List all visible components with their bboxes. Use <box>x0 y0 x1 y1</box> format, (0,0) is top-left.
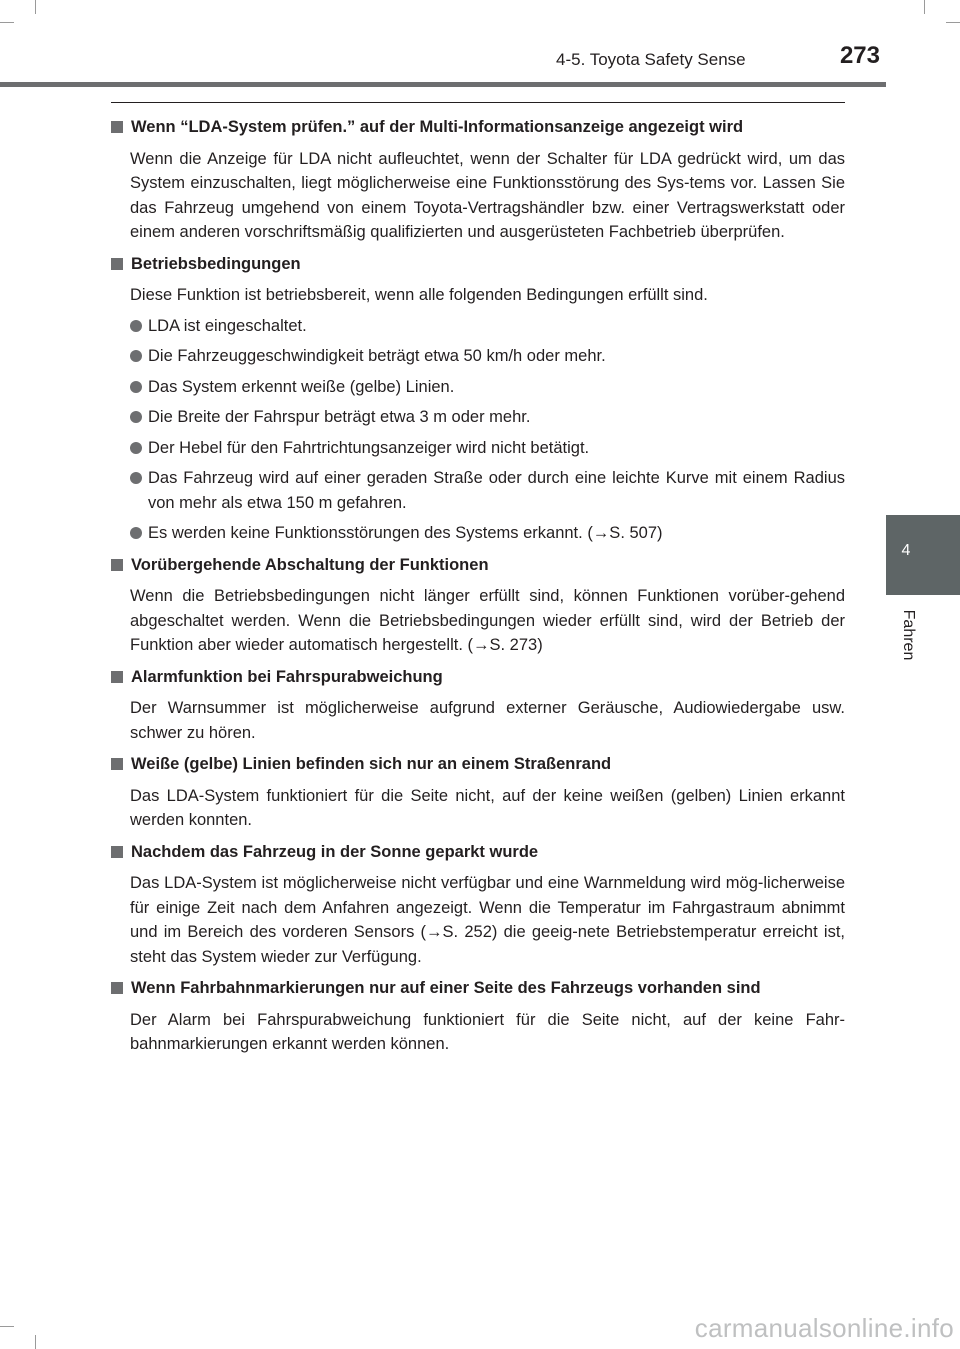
square-bullet-icon <box>111 671 123 683</box>
section-text: Wenn die Anzeige für LDA nicht aufleuchtet, wenn der Schalter für LDA gedrückt wird, um das System einzuschalten, liegt möglicherweise eine Funktionsstörung des Sys-tems vor. Lassen Sie das Fahrzeug umgehend von einem Toyota-Vertragshändler bzw. einer Vertragswerkstatt oder einem anderen vorschriftsmäßig qualifizierten und ausgerüsteten Fachbetrieb überprüfen. <box>130 149 845 241</box>
list-item-text: Das System erkennt weiße (gelbe) Linien. <box>148 377 455 396</box>
square-bullet-icon <box>111 559 123 571</box>
section-heading <box>111 752 845 777</box>
chapter-tab <box>886 515 960 595</box>
crop-mark <box>0 22 14 23</box>
list-item <box>130 405 845 430</box>
page-content <box>111 115 845 1064</box>
round-bullet-icon <box>130 527 142 539</box>
section-heading <box>111 840 845 865</box>
round-bullet-icon <box>130 411 142 423</box>
section-parked-in-sun <box>111 840 845 970</box>
page-number: 273 <box>839 42 880 69</box>
list-item <box>130 521 845 546</box>
section-lda-check <box>111 115 845 245</box>
section-heading <box>111 665 845 690</box>
round-bullet-icon <box>130 472 142 484</box>
list-item <box>130 436 845 461</box>
section-lines-one-edge <box>111 752 845 833</box>
list-item-text: Die Breite der Fahrspur beträgt etwa 3 m oder mehr. <box>148 408 531 426</box>
round-bullet-icon <box>130 350 142 362</box>
section-text: Das LDA-System funktioniert für die Seite nicht, auf der keine weißen (gelben) Linien erkannt werden konnten. <box>130 786 845 829</box>
section-text: Wenn die Betriebsbedingungen nicht länger erfüllt sind, können Funktionen vorüber-gehend abgeschaltet werden. Wenn die Betriebsbedingungen wieder erfüllt sind, wird der Betrieb der Funktion aber wieder automatisch hergestellt. (→S. 273) <box>130 587 845 654</box>
section-heading <box>111 252 845 277</box>
chapter-label <box>895 605 921 665</box>
square-bullet-icon <box>111 258 123 270</box>
crop-mark <box>35 0 36 14</box>
section-heading-text: Betriebsbedingungen <box>131 254 301 273</box>
list-item <box>130 375 845 400</box>
crop-mark <box>0 1326 14 1327</box>
running-header: 4-5. Toyota Safety Sense <box>556 50 746 69</box>
section-heading-text: Wenn Fahrbahnmarkierungen nur auf einer Seite des Fahrzeugs vorhanden sind <box>131 979 761 997</box>
list-item-text: Die Fahrzeuggeschwindigkeit beträgt etwa 50 km/h oder mehr. <box>148 347 606 365</box>
round-bullet-icon <box>130 381 142 393</box>
section-markings-one-side <box>111 976 845 1057</box>
list-item <box>130 314 845 339</box>
section-heading-text: Vorübergehende Abschaltung der Funktionen <box>131 555 489 574</box>
square-bullet-icon <box>111 846 123 858</box>
list-item-text: Der Hebel für den Fahrtrichtungsanzeiger wird nicht betätigt. <box>148 438 590 457</box>
list-item-text: Das Fahrzeug wird auf einer geraden Straße oder durch eine leichte Kurve mit einem Radius von mehr als etwa 150 m gefahren. <box>148 469 845 512</box>
section-heading <box>111 553 845 578</box>
section-text: Der Warnsummer ist möglicherweise aufgrund externer Geräusche, Audiowiedergabe usw. schwer zu hören. <box>130 699 845 742</box>
section-operating-conditions <box>111 252 845 546</box>
watermark: carmanualsonline.info <box>694 1313 954 1343</box>
section-heading <box>111 976 845 1001</box>
content-rule <box>111 102 845 103</box>
round-bullet-icon <box>130 320 142 332</box>
crop-mark <box>35 1335 36 1349</box>
round-bullet-icon <box>130 442 142 454</box>
section-heading-text: Weiße (gelbe) Linien befinden sich nur an einem Straßenrand <box>131 755 612 773</box>
list-item <box>130 344 845 369</box>
square-bullet-icon <box>111 121 123 133</box>
chapter-number: 4 <box>901 542 911 559</box>
section-alarm-function <box>111 665 845 746</box>
section-heading-text: Alarmfunktion bei Fahrspurabweichung <box>131 667 443 686</box>
crop-mark <box>924 0 925 14</box>
list-item-text: LDA ist eingeschaltet. <box>148 316 307 335</box>
section-heading-text: Wenn “LDA-System prüfen.” auf der Multi-Informationsanzeige angezeigt wird <box>131 118 744 136</box>
section-text: Diese Funktion ist betriebsbereit, wenn alle folgenden Bedingungen erfüllt sind. <box>130 286 708 304</box>
list-item-text: Es werden keine Funktionsstörungen des Systems erkannt. (→S. 507) <box>148 524 663 542</box>
square-bullet-icon <box>111 758 123 770</box>
chapter-label-text: Fahren <box>900 609 917 661</box>
section-heading <box>111 115 845 140</box>
list-item <box>130 466 845 515</box>
crop-mark <box>946 22 960 23</box>
header-bar <box>0 82 886 87</box>
section-text: Der Alarm bei Fahrspurabweichung funktioniert für die Seite nicht, auf der keine Fahr-bahnmarkierungen erkannt werden können. <box>130 1010 845 1053</box>
section-text: Das LDA-System ist möglicherweise nicht verfügbar und eine Warnmeldung wird mög-licherweise für einige Zeit nach dem Anfahren angezeigt. Wenn die Temperatur im Fahrgastraum abnimmt und im Bereich des vorderen Sensors (→S. 252) die geeig-nete Betriebstemperatur erreicht ist, steht das System wieder zur Verfügung. <box>130 874 845 966</box>
section-heading-text: Nachdem das Fahrzeug in der Sonne geparkt wurde <box>131 842 539 861</box>
section-temporary-shutdown <box>111 553 845 658</box>
square-bullet-icon <box>111 982 123 994</box>
